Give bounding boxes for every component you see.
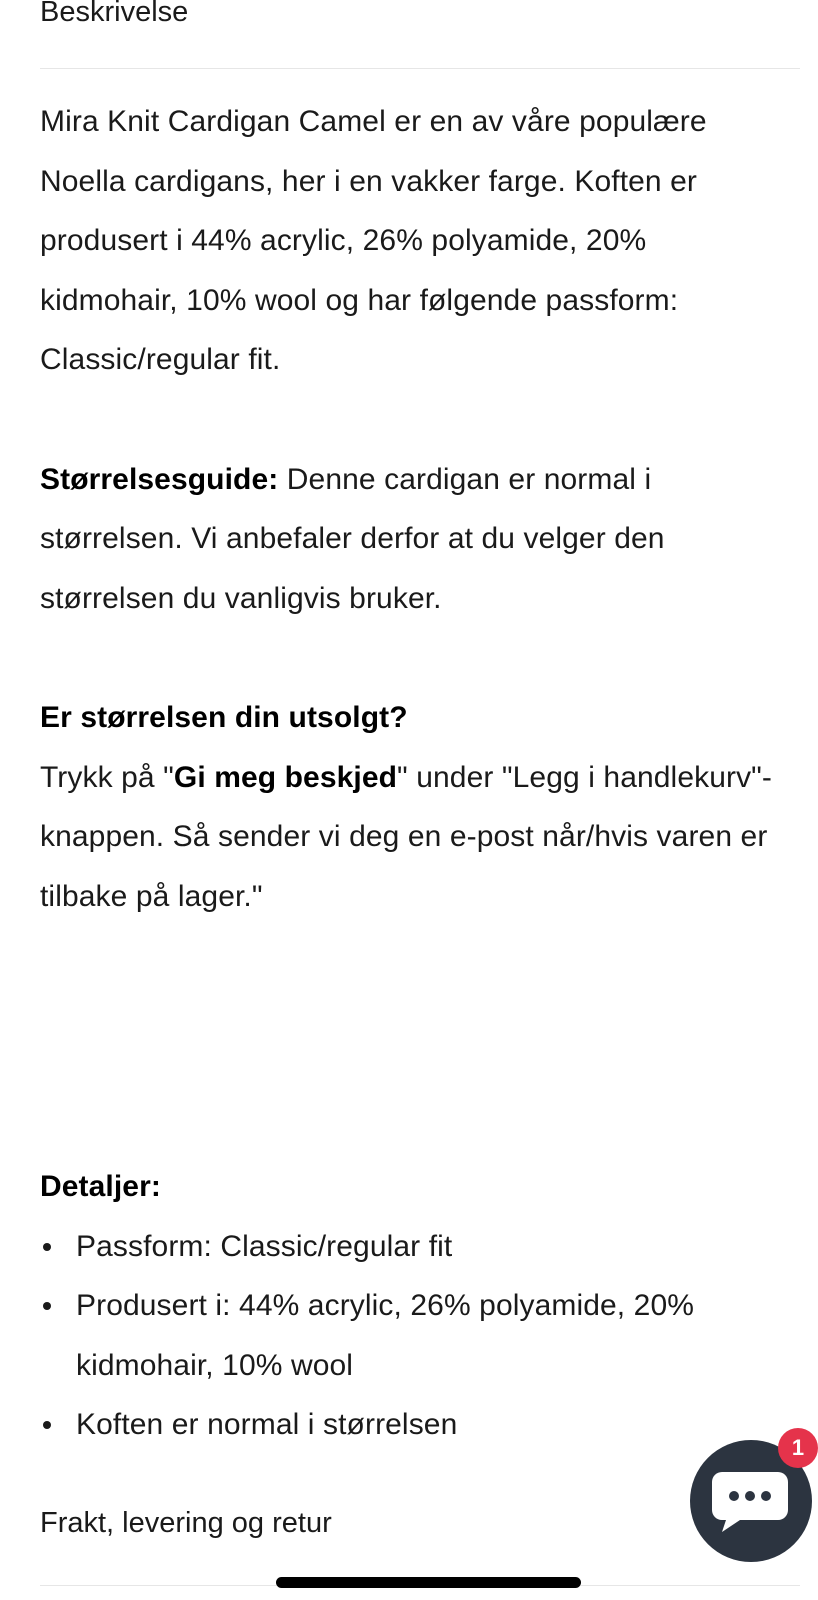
details-list	[40, 1217, 790, 1455]
chat-notification-badge: 1	[778, 1428, 818, 1468]
details-list-item: Koften er normal i størrelsen	[40, 1395, 790, 1455]
details-heading: Detaljer:	[40, 1170, 161, 1203]
details-list-item: Passform: Classic/regular fit	[40, 1217, 790, 1277]
notify-me-reference: Gi meg beskjed	[173, 760, 398, 794]
description-intro: Mira Knit Cardigan Camel er en av våre populære Noella cardigans, her i en vakker farge. Koften er produsert i 44% acrylic, 26% polyamide, 20% kidmohair, 10% wool og har følgende passform: Classic/regular fit.	[40, 105, 707, 376]
size-guide-label: Størrelsesguide:	[40, 462, 279, 496]
home-indicator	[276, 1577, 581, 1588]
sold-out-heading: Er størrelsen din utsolgt?	[40, 701, 408, 734]
details-list-item: Produsert i: 44% acrylic, 26% polyamide, 20% kidmohair, 10% wool	[40, 1276, 790, 1395]
sold-out-paragraph: Trykk på "Gi meg beskjed" under "Legg i handlekurv"-knappen. Så sender vi deg en e-post når/hvis varen er tilbake på lager."	[40, 760, 773, 913]
size-guide-text: Denne cardigan er normal i størrelsen. Vi anbefaler derfor at du velger den størrelsen du vanligvis bruker.	[40, 462, 665, 615]
description-header[interactable]: Beskrivelse	[40, 0, 189, 28]
description-top-divider	[40, 68, 800, 69]
size-guide-paragraph	[40, 450, 790, 629]
description-content	[40, 92, 790, 1455]
chat-bubble-icon	[712, 1468, 788, 1534]
shipping-accordion-header[interactable]: Frakt, levering og retur	[40, 1507, 332, 1539]
